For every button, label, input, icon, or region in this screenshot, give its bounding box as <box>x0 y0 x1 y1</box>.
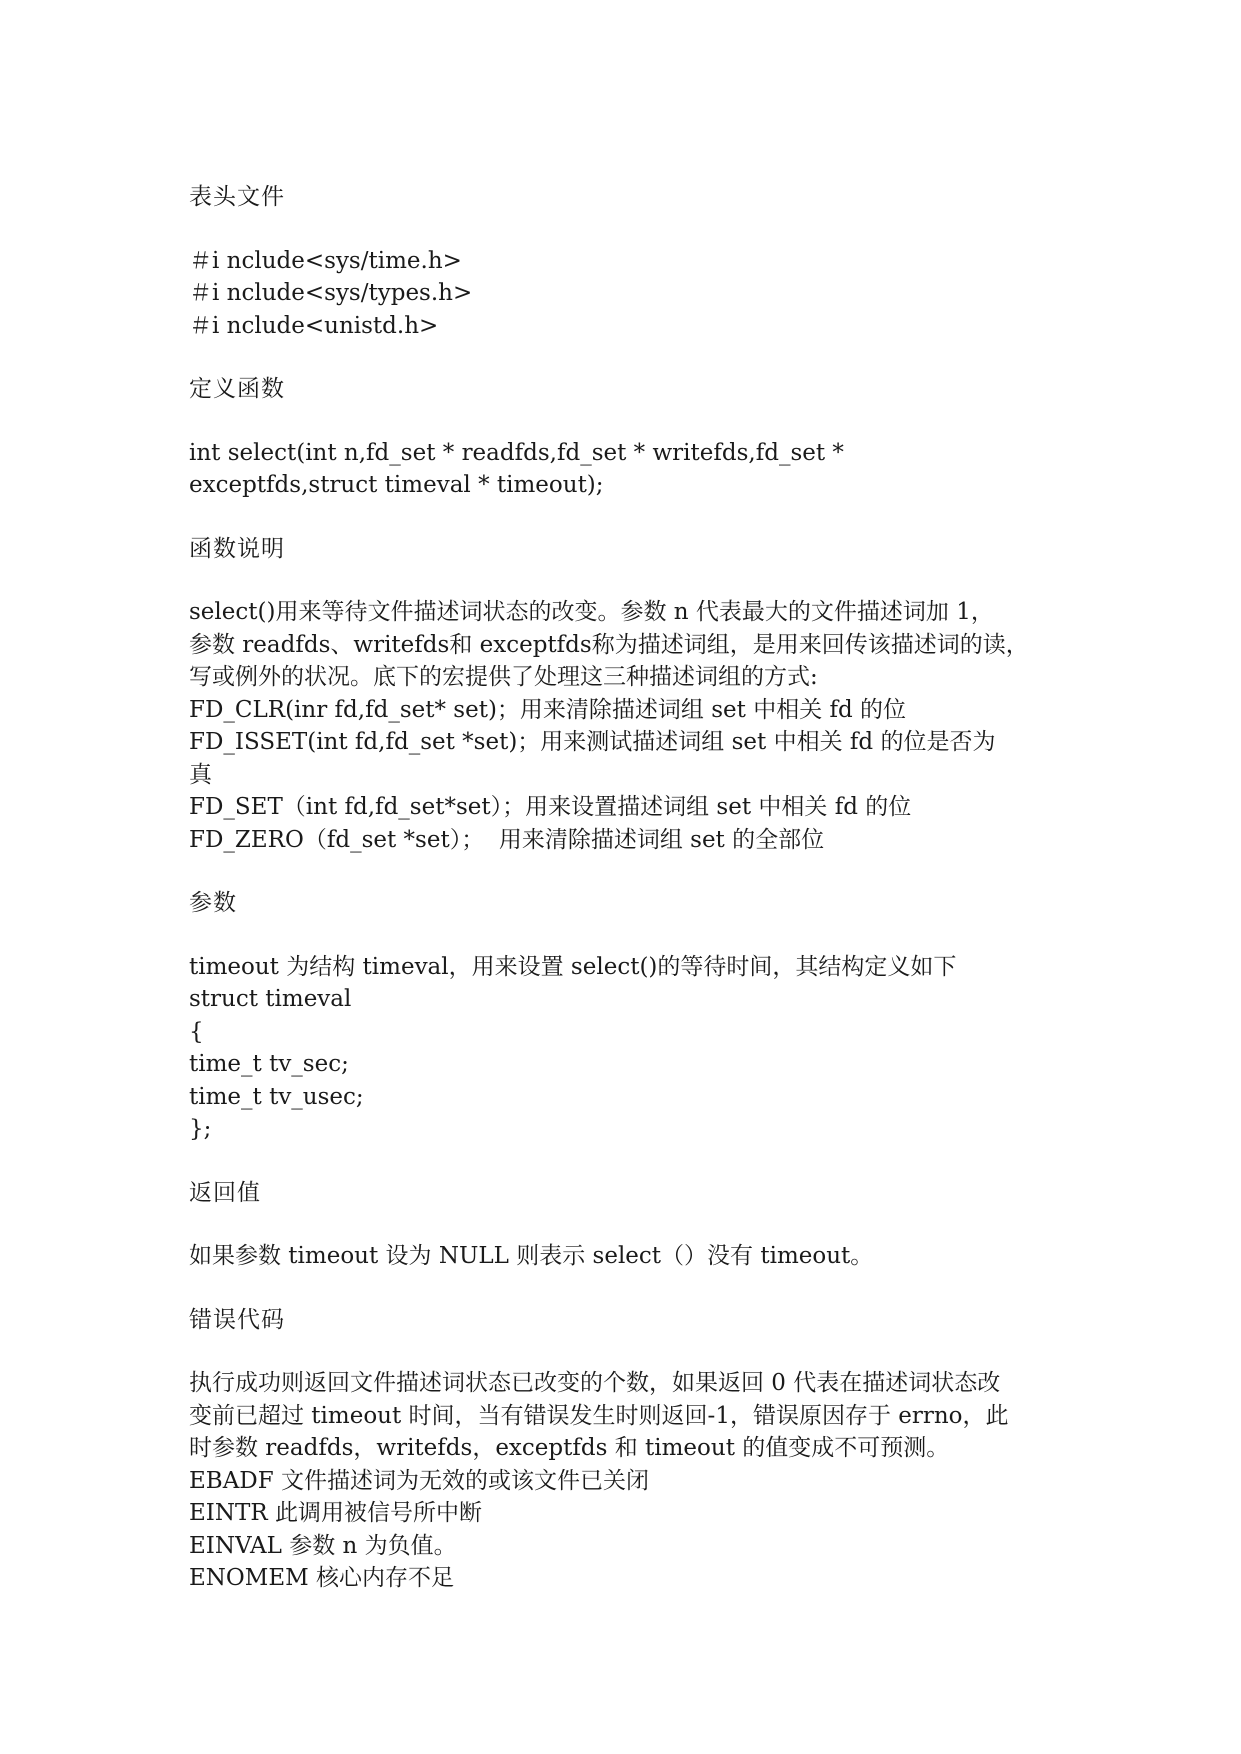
section-heading: 表头文件 <box>189 184 285 210</box>
code-line: }; <box>189 1116 212 1142</box>
section-heading: 错误代码 <box>189 1306 285 1333</box>
text-line: FD_ZERO（fd_set *set）； 用来清除描述词组 set 的全部位 <box>189 826 825 853</box>
text-line: 写或例外的状况。底下的宏提供了处理这三种描述词组的方式: <box>189 664 818 690</box>
error-code-line: EINVAL 参数 n 为负值。 <box>189 1532 457 1559</box>
code-line: exceptfds,struct timeval * timeout); <box>189 472 604 498</box>
text-line: FD_CLR(inr fd,fd_set* set)；用来清除描述词组 set 中相关 fd 的位 <box>189 696 907 723</box>
code-line: { <box>189 1018 204 1045</box>
text-line: FD_ISSET(int fd,fd_set *set)；用来测试描述词组 set 中相关 fd 的位是否为 <box>189 729 996 755</box>
section-return-value <box>189 1177 1069 1273</box>
text-line: FD_SET（int fd,fd_set*set）；用来设置描述词组 set 中相关 fd 的位 <box>189 794 912 820</box>
error-code-line: EBADF 文件描述词为无效的或该文件已关闭 <box>189 1467 650 1494</box>
include-line: ＃i nclude<sys/types.h> <box>189 280 473 306</box>
text-line: 变前已超过 timeout 时间，当有错误发生时则返回-1，错误原因存于 errno，此 <box>189 1402 1009 1429</box>
section-heading: 参数 <box>189 890 237 916</box>
text-line: timeout 为结构 timeval，用来设置 select()的等待时间，其结构定义如下 <box>189 953 957 980</box>
text-line: 真 <box>189 761 212 788</box>
section-error-codes <box>189 1304 1069 1595</box>
section-definition <box>189 373 1069 502</box>
include-line: ＃i nclude<sys/time.h> <box>189 247 462 274</box>
include-line: ＃i nclude<unistd.h> <box>189 312 439 339</box>
text-line: 执行成功则返回文件描述词状态已改变的个数，如果返回 0 代表在描述词状态改 <box>189 1370 1001 1396</box>
document-body <box>189 181 1069 1595</box>
text-line: select()用来等待文件描述词状态的改变。参数 n 代表最大的文件描述词加 1， <box>189 599 994 625</box>
code-line: int select(int n,fd_set * readfds,fd_set * writefds,fd_set * <box>189 439 844 466</box>
section-description <box>189 533 1069 857</box>
section-heading: 定义函数 <box>189 376 285 402</box>
section-heading: 返回值 <box>189 1179 261 1206</box>
text-line: 参数 readfds、writefds和 exceptfds称为描述词组，是用来回传该描述词的读， <box>189 631 1029 658</box>
code-line: struct timeval <box>189 986 352 1012</box>
code-line: time_t tv_sec; <box>189 1051 349 1077</box>
text-line: 时参数 readfds，writefds，exceptfds 和 timeout 的值变成不可预测。 <box>189 1435 950 1461</box>
section-heading: 函数说明 <box>189 535 285 562</box>
error-code-line: EINTR 此调用被信号所中断 <box>189 1500 482 1526</box>
section-header-files <box>189 181 1069 342</box>
code-line: time_t tv_usec; <box>189 1083 364 1110</box>
section-parameters <box>189 887 1069 1146</box>
text-line: 如果参数 timeout 设为 NULL 则表示 select（）没有 timeout。 <box>189 1243 874 1269</box>
error-code-line: ENOMEM 核心内存不足 <box>189 1565 454 1591</box>
